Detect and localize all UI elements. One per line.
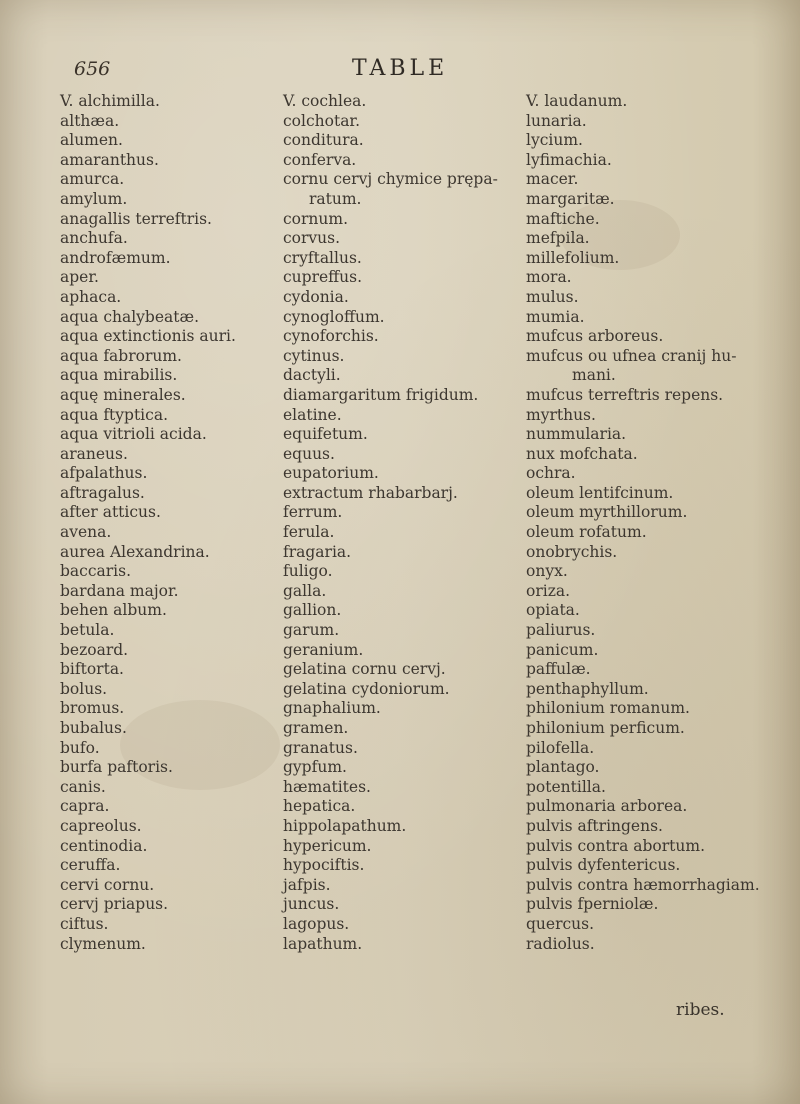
index-entry: anchufa. — [60, 229, 128, 248]
index-entry: conferva. — [283, 150, 357, 169]
index-entry: after atticus. — [60, 503, 161, 522]
index-entry: mufcus ou ufnea cranij hu- — [526, 346, 737, 365]
index-entry: pulvis contra abortum. — [526, 836, 705, 855]
index-entry: myrthus. — [526, 405, 596, 424]
index-entry: aqua mirabilis. — [60, 366, 178, 385]
index-entry: garum. — [283, 621, 340, 640]
index-entry: cynogloffum. — [283, 307, 385, 326]
index-entry: corvus. — [283, 229, 341, 248]
index-entry: ciftus. — [60, 914, 109, 933]
index-entry: fragaria. — [283, 542, 352, 561]
index-entry: eupatorium. — [283, 464, 379, 483]
index-entry: bardana major. — [60, 581, 179, 600]
index-entry: biftorta. — [60, 660, 124, 679]
index-entry: oleum myrthillorum. — [526, 503, 688, 522]
index-entry: androfæmum. — [60, 248, 171, 267]
index-entry: gypfum. — [283, 758, 347, 777]
index-entry: bubalus. — [60, 719, 127, 737]
index-entry: mulus. — [526, 287, 579, 306]
catchword: ribes. — [676, 1000, 725, 1020]
index-entry: aper. — [60, 268, 99, 287]
index-entry: capra. — [60, 797, 110, 816]
index-entry: philonium romanum. — [526, 699, 690, 718]
index-entry: plantago. — [526, 758, 600, 777]
index-entry: ferula. — [283, 523, 335, 542]
index-entry: hepatica. — [283, 797, 356, 816]
index-entry: betula. — [60, 621, 115, 640]
page-number: 656 — [74, 58, 111, 80]
index-entry: bufo. — [60, 738, 100, 757]
index-entry: potentilla. — [526, 777, 606, 796]
index-entry: afpalathus. — [60, 464, 148, 483]
index-entry: jafpis. — [283, 875, 331, 894]
index-entry: nummularia. — [526, 425, 627, 444]
index-entry: quercus. — [526, 914, 595, 933]
index-entry: burfa paftoris. — [60, 758, 173, 777]
index-entry: macer. — [526, 170, 579, 189]
index-entry: cervj priapus. — [60, 895, 169, 914]
index-entry: galla. — [283, 581, 327, 600]
index-entry: cynoforchis. — [283, 327, 379, 346]
index-entry: mufcus arboreus. — [526, 327, 664, 346]
index-entry: paffulæ. — [526, 660, 591, 679]
index-entry: cryftallus. — [283, 248, 362, 267]
index-entry: bromus. — [60, 699, 125, 718]
index-entry: mufcus terreftris repens. — [526, 385, 724, 404]
index-entry: juncus. — [283, 895, 340, 914]
index-entry: bezoard. — [60, 640, 129, 659]
index-entry: pulvis fperniolæ. — [526, 895, 659, 914]
index-entry: aqua fabrorum. — [60, 346, 182, 365]
index-entry: alumen. — [60, 131, 123, 150]
index-entry: clymenum. — [60, 934, 146, 953]
index-entry: lyfimachia. — [526, 150, 612, 169]
index-entry: hypociftis. — [283, 856, 365, 875]
index-entry: hypericum. — [283, 836, 372, 855]
index-entry: lapathum. — [283, 934, 363, 953]
index-entry: bolus. — [60, 679, 108, 698]
index-entry: cytinus. — [283, 346, 345, 365]
index-entry: elatine. — [283, 405, 342, 424]
index-entry: penthaphyllum. — [526, 679, 649, 698]
index-entry: aquę minerales. — [60, 385, 186, 404]
index-entry: equifetum. — [283, 425, 368, 444]
index-entry: ferrum. — [283, 503, 343, 522]
index-entry: extractum rhabarbarj. — [283, 483, 458, 502]
index-entry: V. laudanum. — [526, 92, 628, 110]
index-entry: equus. — [283, 444, 335, 463]
index-entry: hæmatites. — [283, 777, 371, 796]
index-entry: oleum lentifcinum. — [526, 483, 674, 502]
index-entry: V. alchimilla. — [60, 92, 160, 110]
index-entry: oriza. — [526, 581, 571, 600]
index-entry: mefpila. — [526, 229, 590, 248]
index-entry: gramen. — [283, 719, 349, 737]
index-entry: pilofella. — [526, 738, 595, 757]
index-entry: mumia. — [526, 307, 585, 326]
index-entry: colchotar. — [283, 111, 361, 130]
index-entry: diamargaritum frigidum. — [283, 385, 479, 404]
index-entry: pulmonaria arborea. — [526, 797, 688, 816]
index-entry: gelatina cydoniorum. — [283, 679, 450, 698]
index-entry: aqua chalybeatæ. — [60, 307, 199, 326]
index-entry: onyx. — [526, 562, 568, 581]
index-entry: aphaca. — [60, 287, 122, 306]
index-entry: aurea Alexandrina. — [60, 542, 210, 561]
index-entry: nux mofchata. — [526, 444, 638, 463]
index-entry: gallion. — [283, 601, 342, 620]
index-entry: baccaris. — [60, 562, 132, 581]
index-entry: radiolus. — [526, 934, 595, 953]
index-entry: cervi cornu. — [60, 875, 155, 894]
index-entry: cornum. — [283, 209, 349, 228]
index-entry: opiata. — [526, 601, 580, 620]
index-entry: mora. — [526, 268, 572, 287]
index-column-1 — [60, 92, 280, 954]
index-entry: geranium. — [283, 640, 364, 659]
index-entry: millefolium. — [526, 248, 620, 267]
index-entry: fuligo. — [283, 562, 333, 581]
index-entry: capreolus. — [60, 816, 142, 835]
index-entry-continuation: mani. — [572, 366, 616, 385]
index-column-3 — [526, 92, 788, 954]
index-entry: avena. — [60, 523, 112, 542]
index-entry: gnaphalium. — [283, 699, 381, 718]
index-entry: panicum. — [526, 640, 599, 659]
index-entry: philonium perficum. — [526, 719, 685, 737]
index-entry: amurca. — [60, 170, 125, 189]
index-entry: hippolapathum. — [283, 816, 407, 835]
index-entry: cornu cervj chymice prępa- — [283, 170, 498, 189]
index-entry: aftragalus. — [60, 483, 145, 502]
index-entry: behen album. — [60, 601, 167, 620]
index-entry: cupreffus. — [283, 268, 363, 287]
index-entry: gelatina cornu cervj. — [283, 660, 446, 679]
index-entry: anagallis terreftris. — [60, 209, 212, 228]
index-entry: amylum. — [60, 189, 128, 208]
index-entry: aqua ftyptica. — [60, 405, 168, 424]
index-entry: granatus. — [283, 738, 358, 757]
index-entry: cydonia. — [283, 287, 349, 306]
index-entry: lunaria. — [526, 111, 587, 130]
index-entry: onobrychis. — [526, 542, 618, 561]
index-entry: lycium. — [526, 131, 583, 150]
index-entry: lagopus. — [283, 914, 350, 933]
index-entry: canis. — [60, 777, 106, 796]
index-entry: aqua extinctionis auri. — [60, 327, 236, 346]
index-entry: aqua vitrioli acida. — [60, 425, 207, 444]
index-entry: araneus. — [60, 444, 128, 463]
index-entry: pulvis contra hæmorrhagiam. — [526, 875, 760, 894]
index-entry: pulvis dyfentericus. — [526, 856, 681, 875]
index-entry: paliurus. — [526, 621, 596, 640]
running-head: TABLE — [352, 56, 449, 81]
index-entry: dactyli. — [283, 366, 341, 385]
index-entry: conditura. — [283, 131, 364, 150]
index-entry: margaritæ. — [526, 189, 615, 208]
index-entry-continuation: ratum. — [309, 189, 362, 208]
index-entry: oleum rofatum. — [526, 523, 647, 542]
index-entry: maftiche. — [526, 209, 600, 228]
index-entry: ceruffa. — [60, 856, 121, 875]
index-entry: ochra. — [526, 464, 576, 483]
index-entry: V. cochlea. — [283, 92, 367, 110]
index-entry: pulvis aftringens. — [526, 816, 663, 835]
index-entry: amaranthus. — [60, 150, 159, 169]
index-entry: centinodia. — [60, 836, 148, 855]
index-entry: althæa. — [60, 111, 120, 130]
index-column-2 — [283, 92, 528, 954]
